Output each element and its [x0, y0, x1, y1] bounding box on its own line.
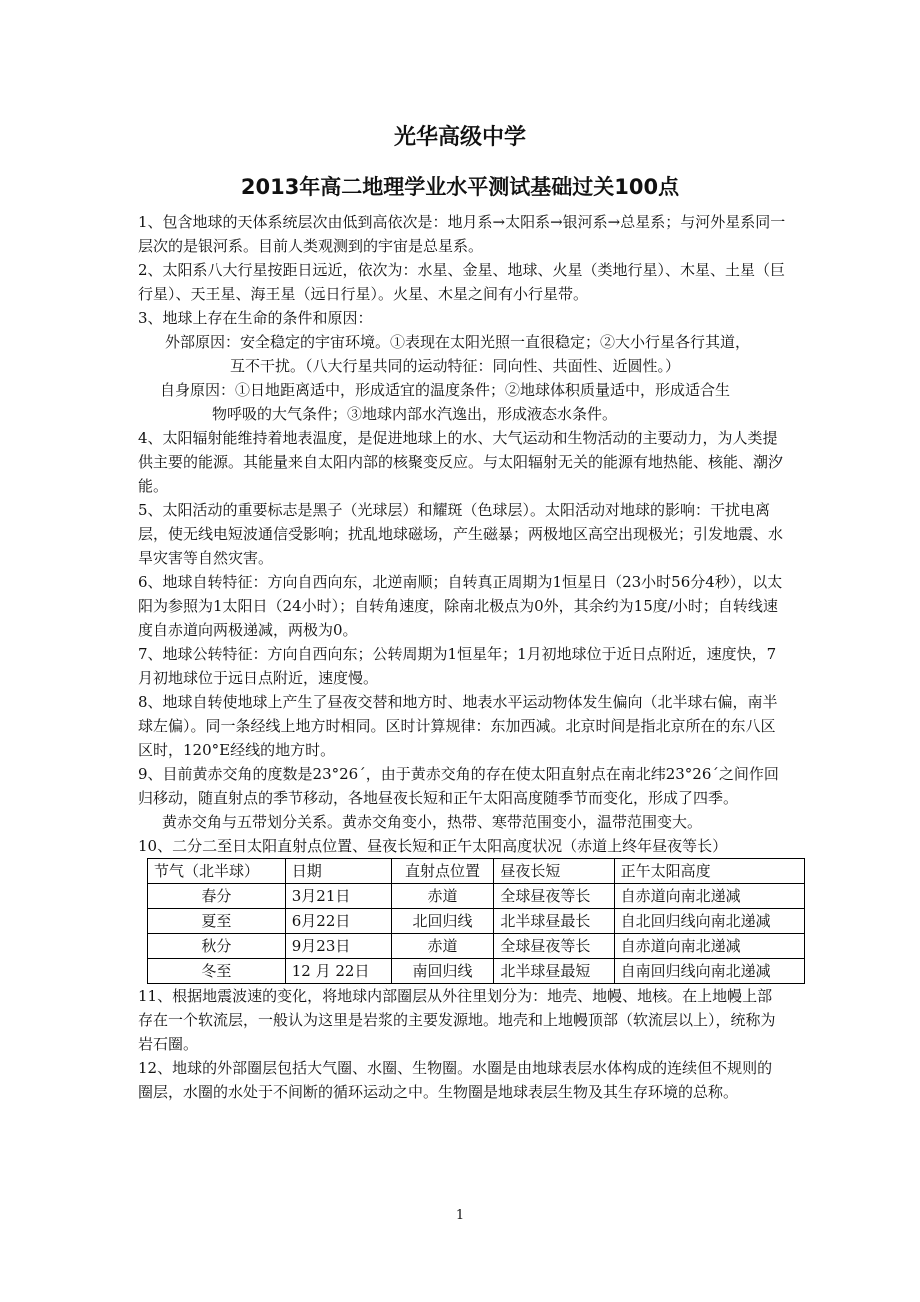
table-header: 直射点位置	[391, 859, 494, 884]
table-cell: 9月23日	[285, 934, 391, 959]
point-3-internal-reason: 自身原因：①日地距离适中，形成适宜的温度条件；②地球体积质量适中，形成适合生	[160, 381, 731, 399]
point-3-external-reason-cont: 互不干扰。（八大行星共同的运动特征：同向性、共面性、近圆性。）	[230, 357, 681, 375]
school-title: 光华高级中学	[393, 125, 526, 150]
point-3: 3、地球上存在生命的条件和原因：	[138, 309, 373, 327]
table-cell: 自北回归线向南北递减	[614, 909, 804, 934]
point-1: 1、包含地球的天体系统层次由低到高依次是：地月系→太阳系→银河系→总星系；与河外星系同一层次的是银河系。目前人类观测到的宇宙是总星系。	[138, 213, 786, 255]
point-9-note: 黄赤交角与五带划分关系。黄赤交角变小，热带、寒带范围变小，温带范围变大。	[162, 813, 703, 831]
table-cell: 北半球昼最长	[494, 909, 614, 934]
point-5: 5、太阳活动的重要标志是黑子（光球层）和耀斑（色球层）。太阳活动对地球的影响：干扰电离层，使无线电短波通信受影响；扰乱地球磁场，产生磁暴；两极地区高空出现极光；引发地震、水旱灾害等自然灾害。	[138, 501, 784, 567]
table-header: 日期	[285, 859, 391, 884]
table-cell: 冬至	[148, 959, 286, 984]
solstice-equinox-table	[147, 858, 805, 984]
table-cell: 自赤道向南北递减	[614, 934, 804, 959]
table-header-row	[148, 859, 805, 884]
table-cell: 3月21日	[285, 884, 391, 909]
table-header: 正午太阳高度	[614, 859, 804, 884]
table-cell: 赤道	[391, 934, 494, 959]
point-8: 8、地球自转使地球上产生了昼夜交替和地方时、地表水平运动物体发生偏向（北半球右偏，南半球左偏）。同一条经线上地方时相同。区时计算规律：东加西减。北京时间是指北京所在的东八区区时，120°E经线的地方时。	[138, 693, 778, 759]
table-row	[148, 909, 805, 934]
point-2: 2、太阳系八大行星按距日远近，依次为：水星、金星、地球、火星（类地行星）、木星、土星（巨行星）、天王星、海王星（远日行星）。火星、木星之间有小行星带。	[138, 261, 786, 303]
point-7: 7、地球公转特征：方向自西向东；公转周期为1恒星年；1月初地球位于近日点附近，速度快，7月初地球位于远日点附近，速度慢。	[138, 645, 777, 687]
page-number: 1	[455, 1208, 465, 1223]
table-cell: 赤道	[391, 884, 494, 909]
table-cell: 自赤道向南北递减	[614, 884, 804, 909]
table-cell: 春分	[148, 884, 286, 909]
table-cell: 南回归线	[391, 959, 494, 984]
point-10: 10、二分二至日太阳直射点位置、昼夜长短和正午太阳高度状况（赤道上终年昼夜等长）	[138, 837, 728, 855]
document-title: 2013年高二地理学业水平测试基础过关100点	[240, 175, 680, 199]
point-12: 12、地球的外部圈层包括大气圈、水圈、生物圈。水圈是由地球表层水体构成的连续但不规则的圈层，水圈的水处于不间断的循环运动之中。生物圈是地球表层生物及其生存环境的总称。	[138, 1059, 773, 1101]
table-cell: 秋分	[148, 934, 286, 959]
table-cell: 全球昼夜等长	[494, 884, 614, 909]
point-4: 4、太阳辐射能维持着地表温度，是促进地球上的水、大气运动和生物活动的主要动力，为人类提供主要的能源。其能量来自太阳内部的核聚变反应。与太阳辐射无关的能源有地热能、核能、潮汐能。	[138, 429, 784, 495]
table-cell: 北回归线	[391, 909, 494, 934]
table-row	[148, 959, 805, 984]
point-3-external-reason: 外部原因：安全稳定的宇宙环境。①表现在太阳光照一直很稳定；②大小行星各行其道，	[165, 333, 751, 351]
table-row	[148, 934, 805, 959]
table-cell: 6月22日	[285, 909, 391, 934]
table-cell: 北半球昼最短	[494, 959, 614, 984]
point-9: 9、目前黄赤交角的度数是23°26´，由于黄赤交角的存在使太阳直射点在南北纬23°26´之间作回归移动，随直射点的季节移动，各地昼夜长短和正午太阳高度随季节而变化，形成了四季。	[138, 765, 779, 807]
point-6: 6、地球自转特征：方向自西向东，北逆南顺；自转真正周期为1恒星日（23小时56分4秒），以太阳为参照为1太阳日（24小时）；自转角速度，除南北极点为0外，其余约为15度/小时；自转线速度自赤道向两极递减，两极为0。	[138, 573, 783, 639]
point-11: 11、根据地震波速的变化，将地球内部圈层从外往里划分为：地壳、地幔、地核。在上地幔上部存在一个软流层，一般认为这里是岩浆的主要发源地。地壳和上地幔顶部（软流层以上），统称为岩石圈。	[138, 987, 776, 1053]
document-body	[138, 210, 786, 1104]
table-header: 节气（北半球）	[148, 859, 286, 884]
table-row	[148, 884, 805, 909]
table-cell: 自南回归线向南北递减	[614, 959, 804, 984]
point-3-internal-reason-cont: 物呼吸的大气条件；③地球内部水汽逸出，形成液态水条件。	[212, 405, 618, 423]
table-cell: 夏至	[148, 909, 286, 934]
table-cell: 12 月 22日	[285, 959, 391, 984]
table-header: 昼夜长短	[494, 859, 614, 884]
table-cell: 全球昼夜等长	[494, 934, 614, 959]
